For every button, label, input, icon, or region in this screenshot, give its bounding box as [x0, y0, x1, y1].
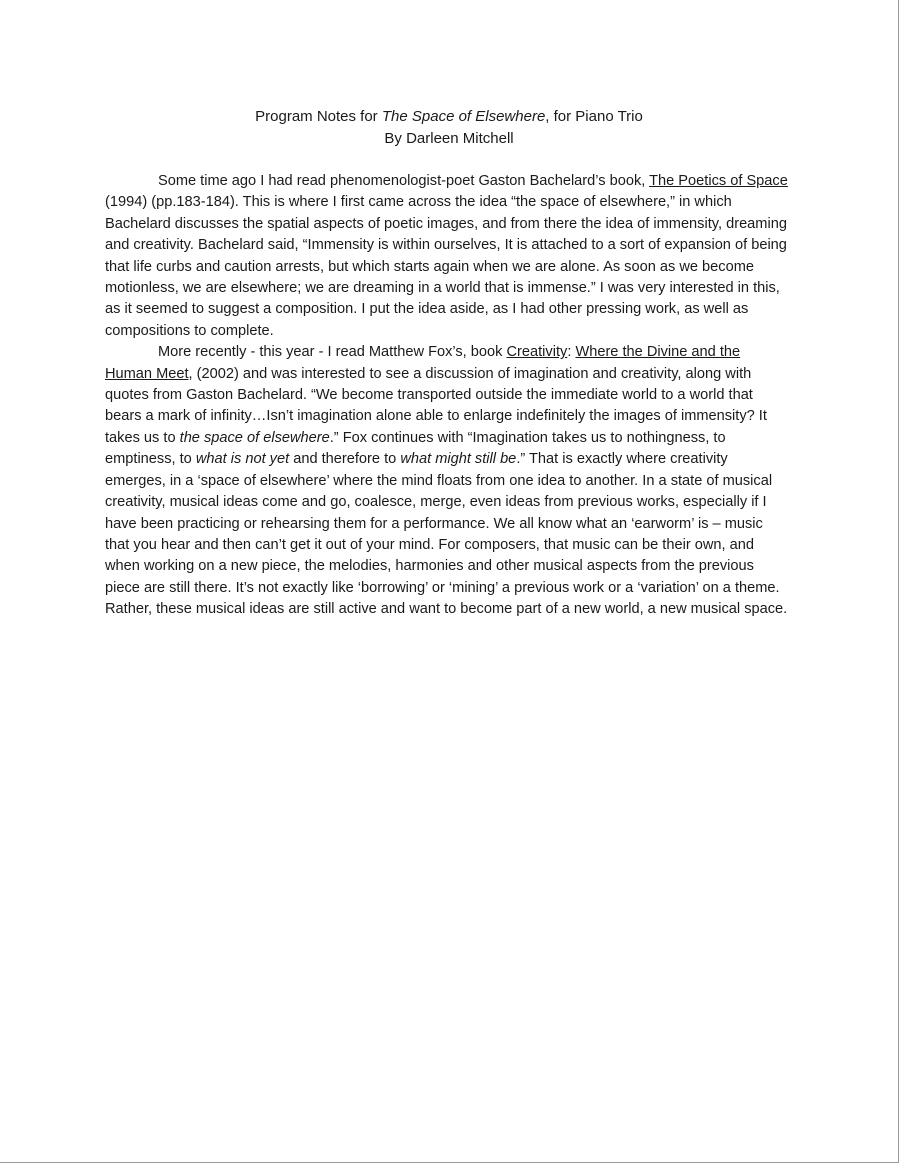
paragraph-2: More recently - this year - I read Matthew Fox’s, book Creativity: Where the Divine and the Human Meet, (2002) and was interested to see a discussion of imagination and creativity, along with quotes from Gaston Bachelard. “We become transported outside the immediate world to a world that bears a mark of infinity…Isn’t imagination alone able to enlarge indefinitely the images of immensity? It takes us to the space of elsewhere.” Fox continues with “Imagination takes us to nothingness, to emptiness, to what is not yet and therefore to what might still be.” That is exactly where creativity emerges, in a ‘space of elsewhere’ where the mind floats from one idea to another. In a state of musical creativity, musical ideas come and go, coalesce, merge, even ideas from previous works, especially if I have been practicing or rehearsing them for a performance. We all know what an ‘earworm’ is – music that you hear and then can’t get it out of your mind. For composers, that music can be their own, and when working on a new piece, the melodies, harmonies and other musical aspects from the previous piece are still there. It’s not exactly like ‘borrowing’ or ‘mining’ a previous work or a ‘variation’ on a theme. Rather, these musical ideas are still active and want to become part of a new world, a new musical space.: [105, 344, 788, 618]
document-title: Program Notes for The Space of Elsewhere, for Piano Trio: [255, 108, 643, 125]
document-heading: [0, 106, 898, 150]
paragraph-1: Some time ago I had read phenomenologist-poet Gaston Bachelard’s book, The Poetics of Space (1994) (pp.183-184). This is where I first came across the idea “the space of elsewhere,” in which Bachelard discusses the spatial aspects of poetic images, and from there the idea of immensity, dreaming and creativity. Bachelard said, “Immensity is within ourselves, It is attached to a sort of expansion of being that life curbs and caution arrests, but which starts again when we are alone. As soon as we become motionless, we are elsewhere; we are dreaming in a world that is immense.” I was very interested in this, as it seemed to suggest a composition. I put the idea aside, as I had other pressing work, as well as compositions to complete.: [105, 173, 788, 339]
book-subtitle-divine-human: Where the Divine and the Human Meet: [105, 344, 741, 382]
emphasis-what-might-still-be: what might still be: [400, 451, 517, 468]
document-body: [105, 171, 791, 621]
work-title: The Space of Elsewhere: [381, 108, 546, 125]
book-title-creativity: Creativity: [506, 344, 568, 361]
emphasis-what-is-not-yet: what is not yet: [195, 451, 290, 468]
emphasis-space-of-elsewhere: the space of elsewhere: [179, 429, 330, 446]
document-byline: By Darleen Mitchell: [384, 130, 514, 147]
book-title-poetics-of-space: The Poetics of Space: [649, 173, 788, 189]
